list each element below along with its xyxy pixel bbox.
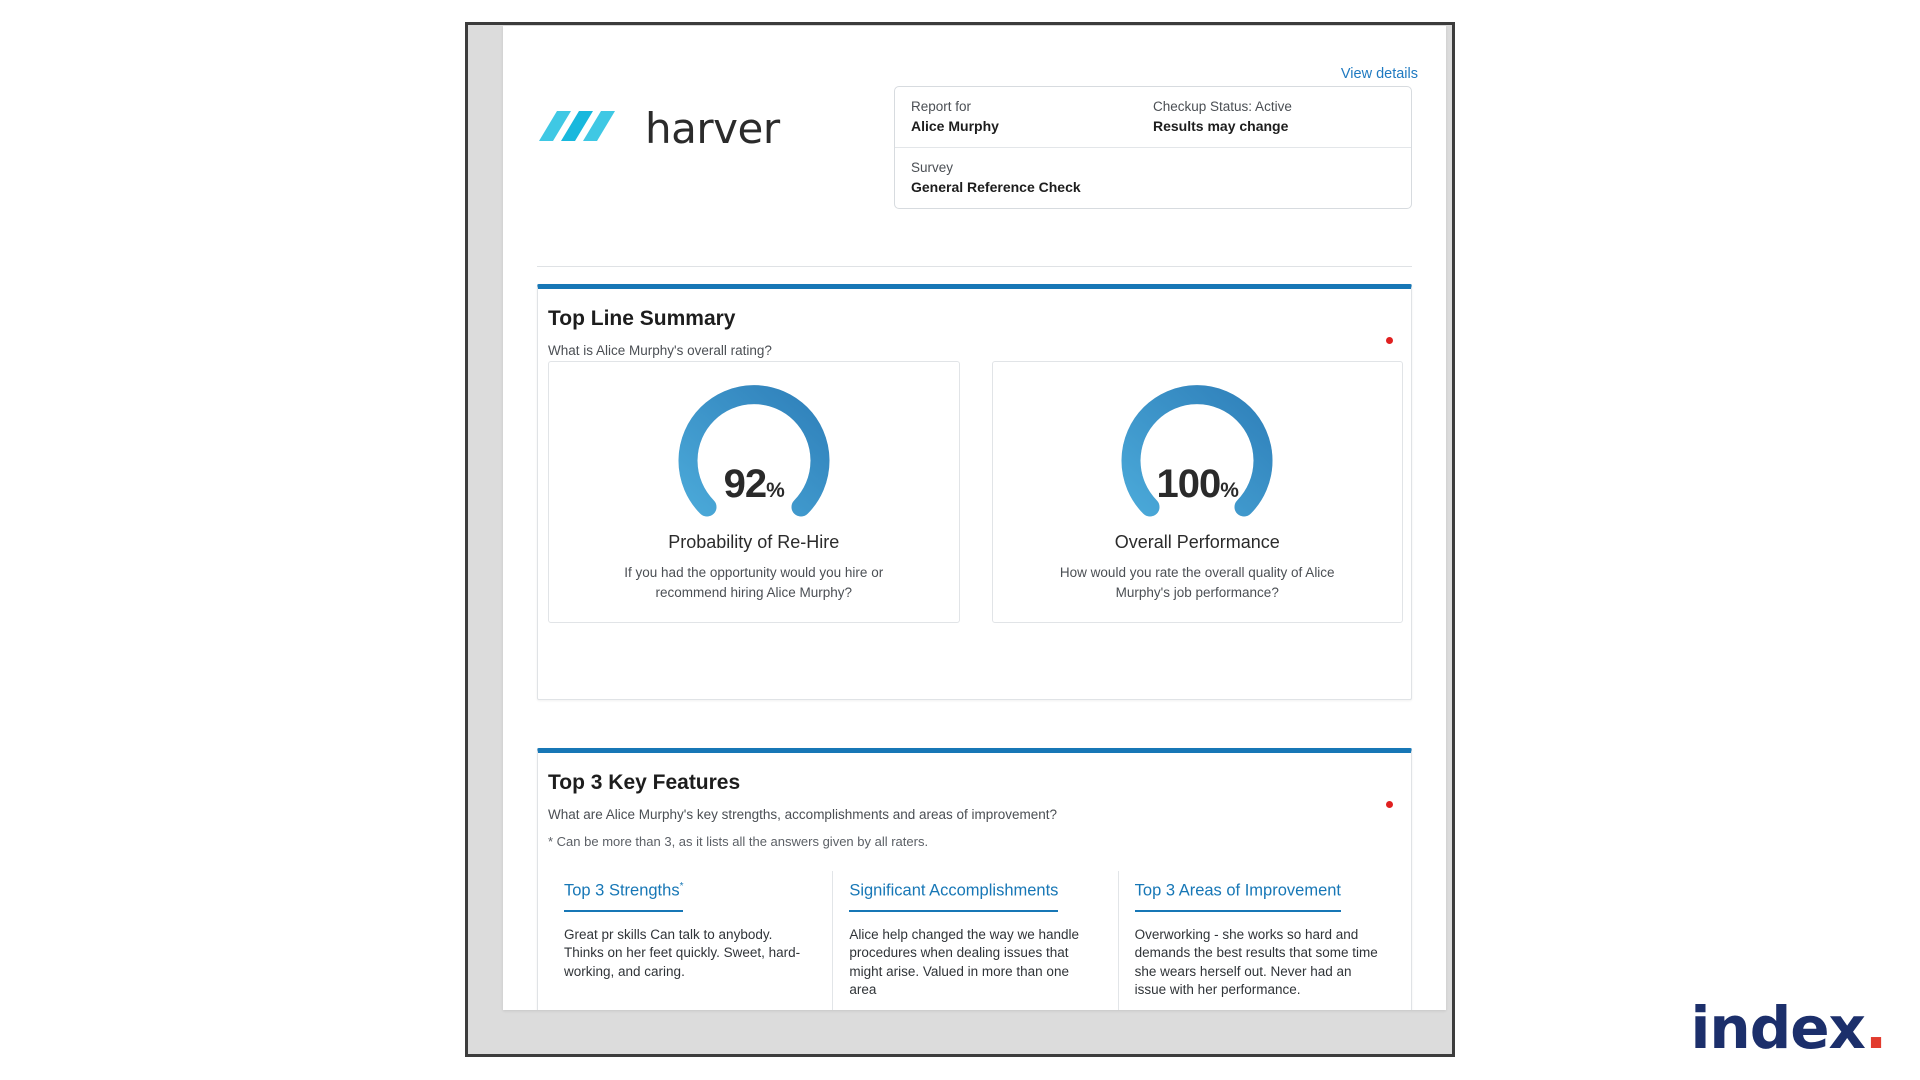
- features-row: [548, 871, 1403, 1010]
- checkup-status-value: Results may change: [1153, 118, 1289, 134]
- feature-heading-improvement: Top 3 Areas of Improvement: [1135, 881, 1341, 912]
- gauge-rehire: [650, 376, 858, 526]
- gauge-performance-description: How would you rate the overall quality of Alice Murphy's job performance?: [1059, 565, 1335, 600]
- meta-row-report-status: [895, 87, 1411, 147]
- gauge-rehire-value: 92%: [723, 462, 784, 506]
- gauge-rehire-description: If you had the opportunity would you hire or recommend hiring Alice Murphy?: [624, 565, 884, 600]
- feature-column-accomplishments: [833, 871, 1118, 1010]
- index-watermark: index.: [1690, 994, 1886, 1062]
- feature-column-strengths: [548, 871, 833, 1010]
- meta-checkup-status: [1153, 99, 1395, 134]
- feature-heading-strengths: Top 3 Strengths*: [564, 881, 683, 912]
- features-title: Top 3 Key Features: [548, 771, 741, 794]
- header-divider: [537, 266, 1412, 267]
- harver-logo: [537, 104, 780, 153]
- gauge-performance-label: Overall Performance: [1114, 532, 1280, 552]
- features-question: What are Alice Murphy's key strengths, accomplishments and areas of improvement?: [548, 807, 1058, 822]
- report-page-content: [503, 26, 1446, 1010]
- feature-column-improvement: [1119, 871, 1403, 1010]
- meta-spacer: [1153, 160, 1395, 195]
- view-details-link[interactable]: View details: [1340, 66, 1418, 82]
- section-top-3-key-features: [537, 748, 1412, 1010]
- survey-label: Survey: [911, 160, 954, 175]
- harver-wordmark: harver: [645, 104, 780, 153]
- gauge-card-rehire: [548, 361, 960, 623]
- meta-report-for: [911, 99, 1153, 134]
- summary-title: Top Line Summary: [548, 307, 736, 330]
- meta-survey: [911, 160, 1153, 195]
- harver-logo-icon: [537, 105, 631, 152]
- report-for-label: Report for: [911, 99, 972, 114]
- required-dot-features: [1386, 801, 1393, 808]
- feature-body-strengths: Great pr skills Can talk to anybody. Thinks on her feet quickly. Sweet, hard-working, and caring.: [564, 926, 801, 979]
- report-header: [537, 86, 1412, 214]
- report-page: [503, 26, 1446, 1010]
- report-for-value: Alice Murphy: [911, 118, 999, 134]
- feature-heading-accomplishments: Significant Accomplishments: [849, 881, 1058, 912]
- section-top-line-summary: [537, 284, 1412, 700]
- required-dot-summary: [1386, 337, 1393, 344]
- gauge-rehire-label: Probability of Re-Hire: [668, 532, 840, 552]
- summary-question: What is Alice Murphy's overall rating?: [548, 343, 772, 358]
- report-meta-card: [894, 86, 1412, 209]
- feature-body-improvement: Overworking - she works so hard and demands the best results that some time she wears herself out. Never had an issue with her performance.: [1134, 926, 1378, 998]
- gauge-performance-value: 100%: [1156, 462, 1238, 506]
- gauge-card-performance: [992, 361, 1404, 623]
- survey-value: General Reference Check: [911, 179, 1081, 195]
- gauge-row: [548, 361, 1403, 623]
- meta-row-survey: [895, 147, 1411, 208]
- features-note: * Can be more than 3, as it lists all the answers given by all raters.: [548, 834, 929, 849]
- feature-body-accomplishments: Alice help changed the way we handle procedures when dealing issues that might arise. Valued in more than one area: [849, 926, 1079, 998]
- checkup-status-label: Checkup Status: Active: [1153, 99, 1292, 114]
- gauge-performance: [1093, 376, 1301, 526]
